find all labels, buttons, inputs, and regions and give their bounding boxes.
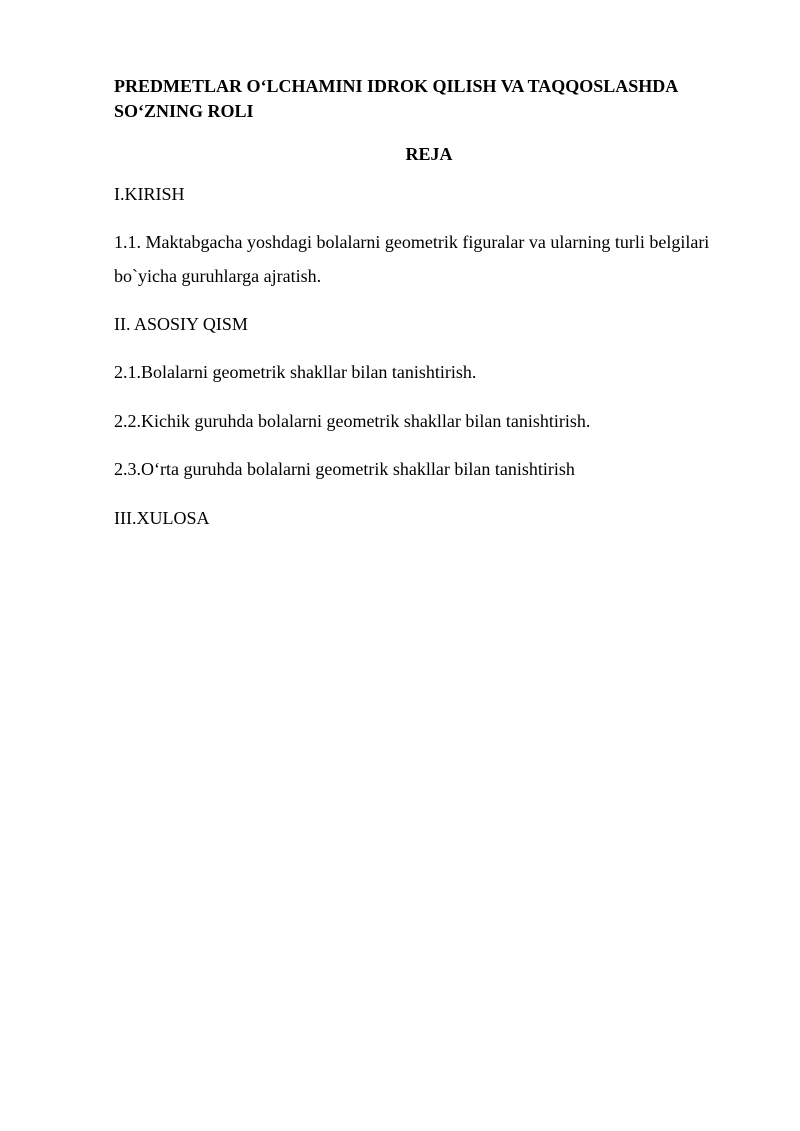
plan-item-1-1: 1.1. Maktabgacha yoshdagi bolalarni geometrik figuralar va ularning turli belgilari — [114, 232, 710, 252]
plan-item-2-2: 2.2.Kichik guruhda bolalarni geometrik shakllar bilan tanishtirish. — [114, 411, 591, 431]
plan-item-2-1: 2.1.Bolalarni geometrik shakllar bilan tanishtirish. — [114, 362, 477, 382]
document-page — [114, 74, 744, 528]
document-title-line-2: SO‘ZNING ROLI — [114, 101, 254, 121]
plan-item-1-1-continued: bo`yicha guruhlarga ajratish. — [114, 266, 322, 286]
plan-item-main-part: II. ASOSIY QISM — [114, 314, 248, 334]
plan-item-conclusion: III.XULOSA — [114, 508, 210, 528]
plan-item-introduction: I.KIRISH — [114, 184, 185, 204]
plan-heading: REJA — [405, 144, 453, 164]
document-title — [114, 74, 744, 124]
document-title-line-1: PREDMETLAR O‘LCHAMINI IDROK QILISH VA TAQQOSLASHDA — [114, 76, 679, 96]
plan-item-2-3: 2.3.O‘rta guruhda bolalarni geometrik shakllar bilan tanishtirish — [114, 459, 575, 479]
